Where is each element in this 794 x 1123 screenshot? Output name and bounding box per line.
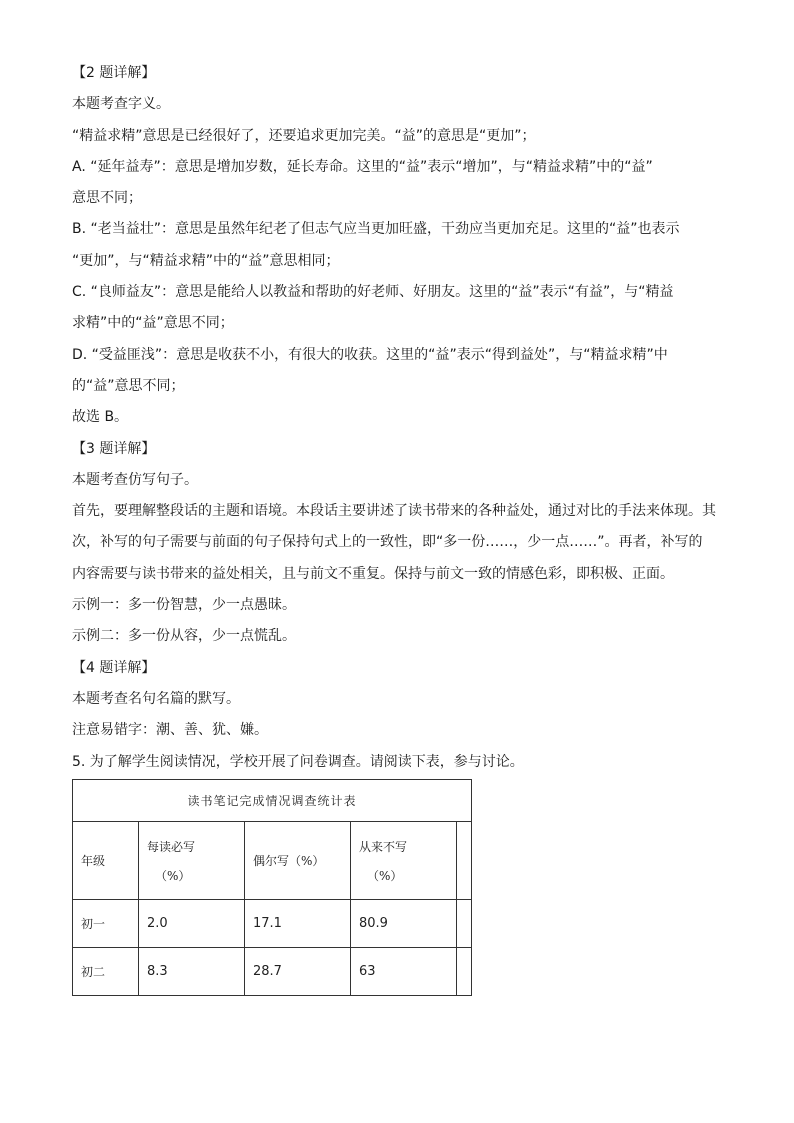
- option-d-line: 的“益”意思不同；: [72, 377, 185, 394]
- paragraph-line: “精益求精”意思是已经很好了，还要追求更加完美。“益”的意思是“更加”；: [72, 127, 536, 144]
- table-header-row: [73, 822, 472, 900]
- cell-sometimes: 28.7: [245, 948, 351, 996]
- header-never-unit: （%）: [367, 868, 403, 883]
- table-caption: 读书笔记完成情况调查统计表: [73, 780, 472, 822]
- header-always-unit: （%）: [155, 868, 191, 883]
- question-5-line: 5. 为了解学生阅读情况，学校开展了问卷调查。请阅读下表，参与讨论。: [72, 753, 524, 770]
- header-always: [139, 822, 245, 900]
- header-grade: 年级: [73, 822, 139, 900]
- document-body: [72, 63, 722, 783]
- cell-sometimes: 17.1: [245, 900, 351, 948]
- paragraph-line: 注意易错字：潮、善、犹、嫌。: [72, 722, 268, 739]
- option-c-line: C. “良师益友”：意思是能给人以教益和帮助的好老师、好朋友。这里的“益”表示“有益”，与“精益: [72, 284, 674, 301]
- option-a-line: A. “延年益寿”：意思是增加岁数，延长寿命。这里的“益”表示“增加”，与“精益求精”中的“益”: [72, 158, 653, 175]
- option-a-line: 意思不同；: [72, 190, 142, 207]
- option-b-line: B. “老当益壮”：意思是虽然年纪老了但志气应当更加旺盛，干劲应当更加充足。这里的“益”也表示: [72, 221, 680, 238]
- option-d-line: D. “受益匪浅”：意思是收获不小，有很大的收获。这里的“益”表示“得到益处”，与“精益求精”中: [72, 346, 668, 363]
- cell-always: 8.3: [139, 948, 245, 996]
- answer-line: 故选 B。: [72, 409, 129, 426]
- paragraph-line: 首先，要理解整段话的主题和语境。本段话主要讲述了读书带来的各种益处，通过对比的手法来体现。其: [72, 503, 716, 520]
- header-sometimes: 偶尔写（%）: [245, 822, 351, 900]
- survey-table-container: [72, 779, 472, 996]
- header-never: [351, 822, 457, 900]
- cell-grade: 初二: [73, 948, 139, 996]
- cell-always: 2.0: [139, 900, 245, 948]
- section-heading-q3: 【3 题详解】: [72, 440, 156, 457]
- table-row: [73, 948, 472, 996]
- option-b-line: “更加”，与“精益求精”中的“益”意思相同；: [72, 252, 340, 269]
- paragraph-line: 次，补写的句子需要与前面的句子保持句式上的一致性，即“多一份……，少一点……”。再者，补写的: [72, 534, 703, 551]
- header-always-label: 每读必写: [147, 839, 196, 854]
- example-line: 示例二：多一份从容，少一点慌乱。: [72, 628, 296, 645]
- header-never-label: 从来不写: [359, 839, 408, 854]
- empty-column-cell: [457, 822, 472, 900]
- section-heading-q2: 【2 题详解】: [72, 65, 156, 81]
- table-caption-row: [73, 780, 472, 822]
- paragraph-line: 本题考查名句名篇的默写。: [72, 690, 240, 707]
- cell-never: 63: [351, 948, 457, 996]
- empty-column-cell: [457, 948, 472, 996]
- paragraph-line: 本题考查字义。: [72, 96, 170, 113]
- empty-column-cell: [457, 900, 472, 948]
- option-c-line: 求精”中的“益”意思不同；: [72, 315, 234, 332]
- example-line: 示例一：多一份智慧，少一点愚昧。: [72, 597, 296, 614]
- table-row: [73, 900, 472, 948]
- paragraph-line: 内容需要与读书带来的益处相关，且与前文不重复。保持与前文一致的情感色彩，即积极、正面。: [72, 565, 674, 582]
- section-heading-q4: 【4 题详解】: [72, 659, 156, 676]
- cell-grade: 初一: [73, 900, 139, 948]
- cell-never: 80.9: [351, 900, 457, 948]
- survey-table: [72, 779, 472, 996]
- paragraph-line: 本题考查仿写句子。: [72, 471, 198, 488]
